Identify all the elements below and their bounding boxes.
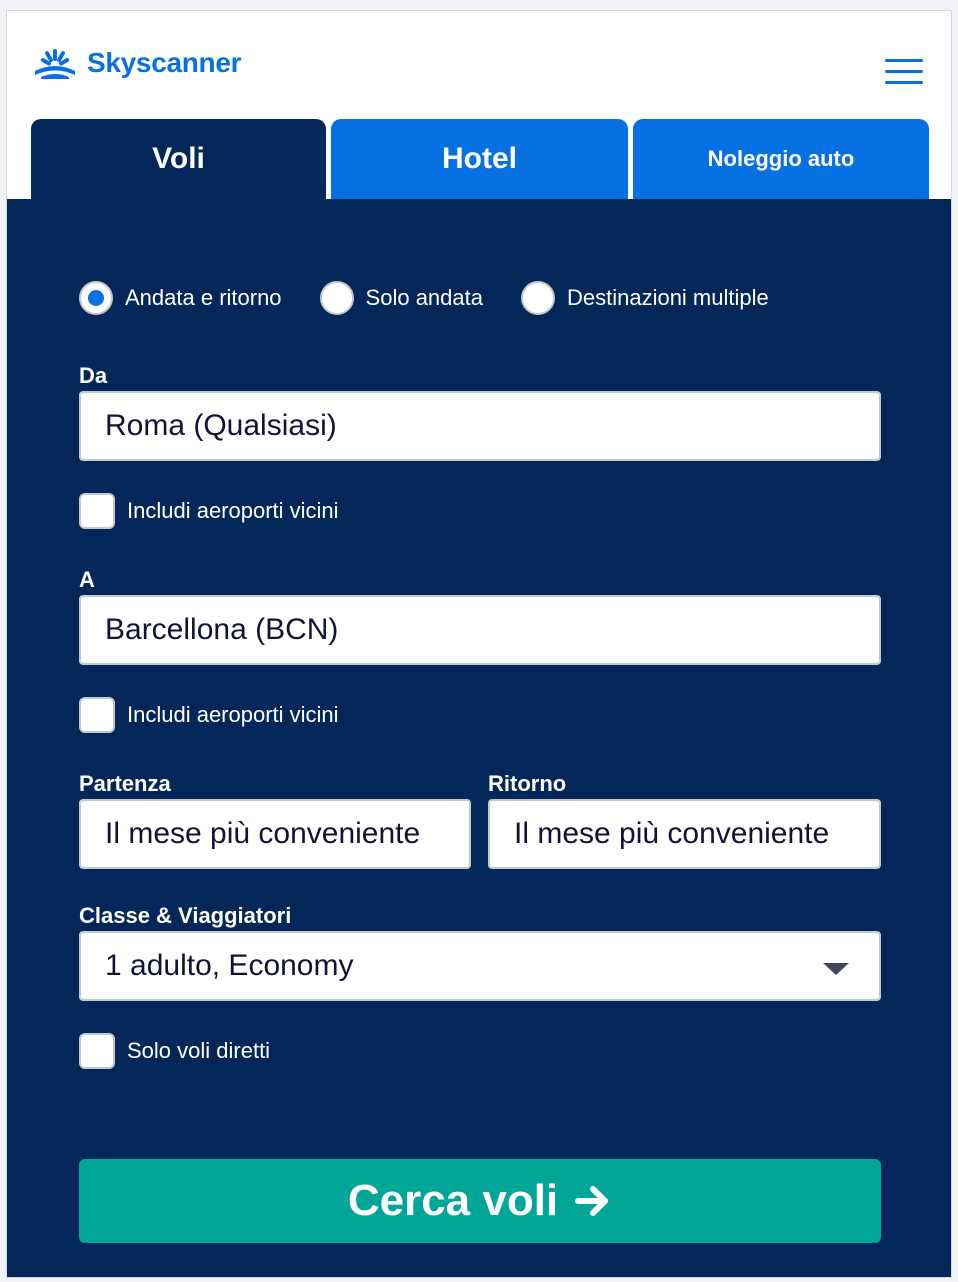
direct-only-checkbox-row[interactable] <box>79 1033 270 1069</box>
from-nearby-checkbox-row[interactable] <box>79 493 339 529</box>
checkbox[interactable] <box>79 697 115 733</box>
return-label: Ritorno <box>488 771 567 796</box>
depart-label: Partenza <box>79 771 171 796</box>
checkbox[interactable] <box>79 1033 115 1069</box>
checkbox-label: Solo voli diretti <box>127 1038 271 1063</box>
hamburger-menu-icon[interactable] <box>885 59 923 85</box>
cabin-travellers-select[interactable] <box>79 931 881 1001</box>
flight-search-panel <box>7 199 951 1278</box>
radio-unchecked-icon[interactable] <box>521 281 555 315</box>
tab-car-hire[interactable]: Noleggio auto <box>633 119 929 199</box>
checkbox[interactable] <box>79 493 115 529</box>
checkbox-label: Includi aeroporti vicini <box>127 498 339 523</box>
chevron-down-icon <box>823 963 849 975</box>
search-flights-button[interactable] <box>79 1159 881 1243</box>
trip-type-group <box>79 279 769 317</box>
from-input[interactable]: Roma (Qualsiasi) <box>79 391 881 461</box>
skyscanner-sunrise-icon <box>31 47 79 79</box>
cabin-value: 1 adulto, Economy <box>105 949 354 982</box>
depart-input[interactable]: Il mese più conveniente <box>79 799 471 869</box>
search-button-label: Cerca voli <box>347 1176 559 1225</box>
logo[interactable] <box>31 47 241 79</box>
radio-label: Solo andata <box>365 285 483 310</box>
radio-label: Destinazioni multiple <box>566 285 769 310</box>
header <box>7 11 951 119</box>
radio-round-trip[interactable] <box>79 281 282 315</box>
checkbox-label: Includi aeroporti vicini <box>127 702 339 727</box>
to-nearby-checkbox-row[interactable] <box>79 697 339 733</box>
radio-checked-icon[interactable] <box>79 281 113 315</box>
radio-one-way[interactable] <box>320 281 483 315</box>
return-input[interactable]: Il mese più conveniente <box>488 799 881 869</box>
tab-hotel[interactable]: Hotel <box>331 119 628 199</box>
radio-unchecked-icon[interactable] <box>320 281 354 315</box>
to-input[interactable]: Barcellona (BCN) <box>79 595 881 665</box>
arrow-right-icon <box>574 1184 612 1218</box>
from-label: Da <box>79 363 108 388</box>
to-label: A <box>79 567 95 592</box>
cabin-label: Classe & Viaggiatori <box>79 903 292 928</box>
app-frame <box>6 10 952 1278</box>
product-tabs <box>31 119 929 199</box>
radio-multi-city[interactable] <box>521 281 769 315</box>
tab-flights[interactable]: Voli <box>31 119 326 199</box>
radio-label: Andata e ritorno <box>125 285 282 310</box>
brand-name: Skyscanner <box>87 47 242 78</box>
